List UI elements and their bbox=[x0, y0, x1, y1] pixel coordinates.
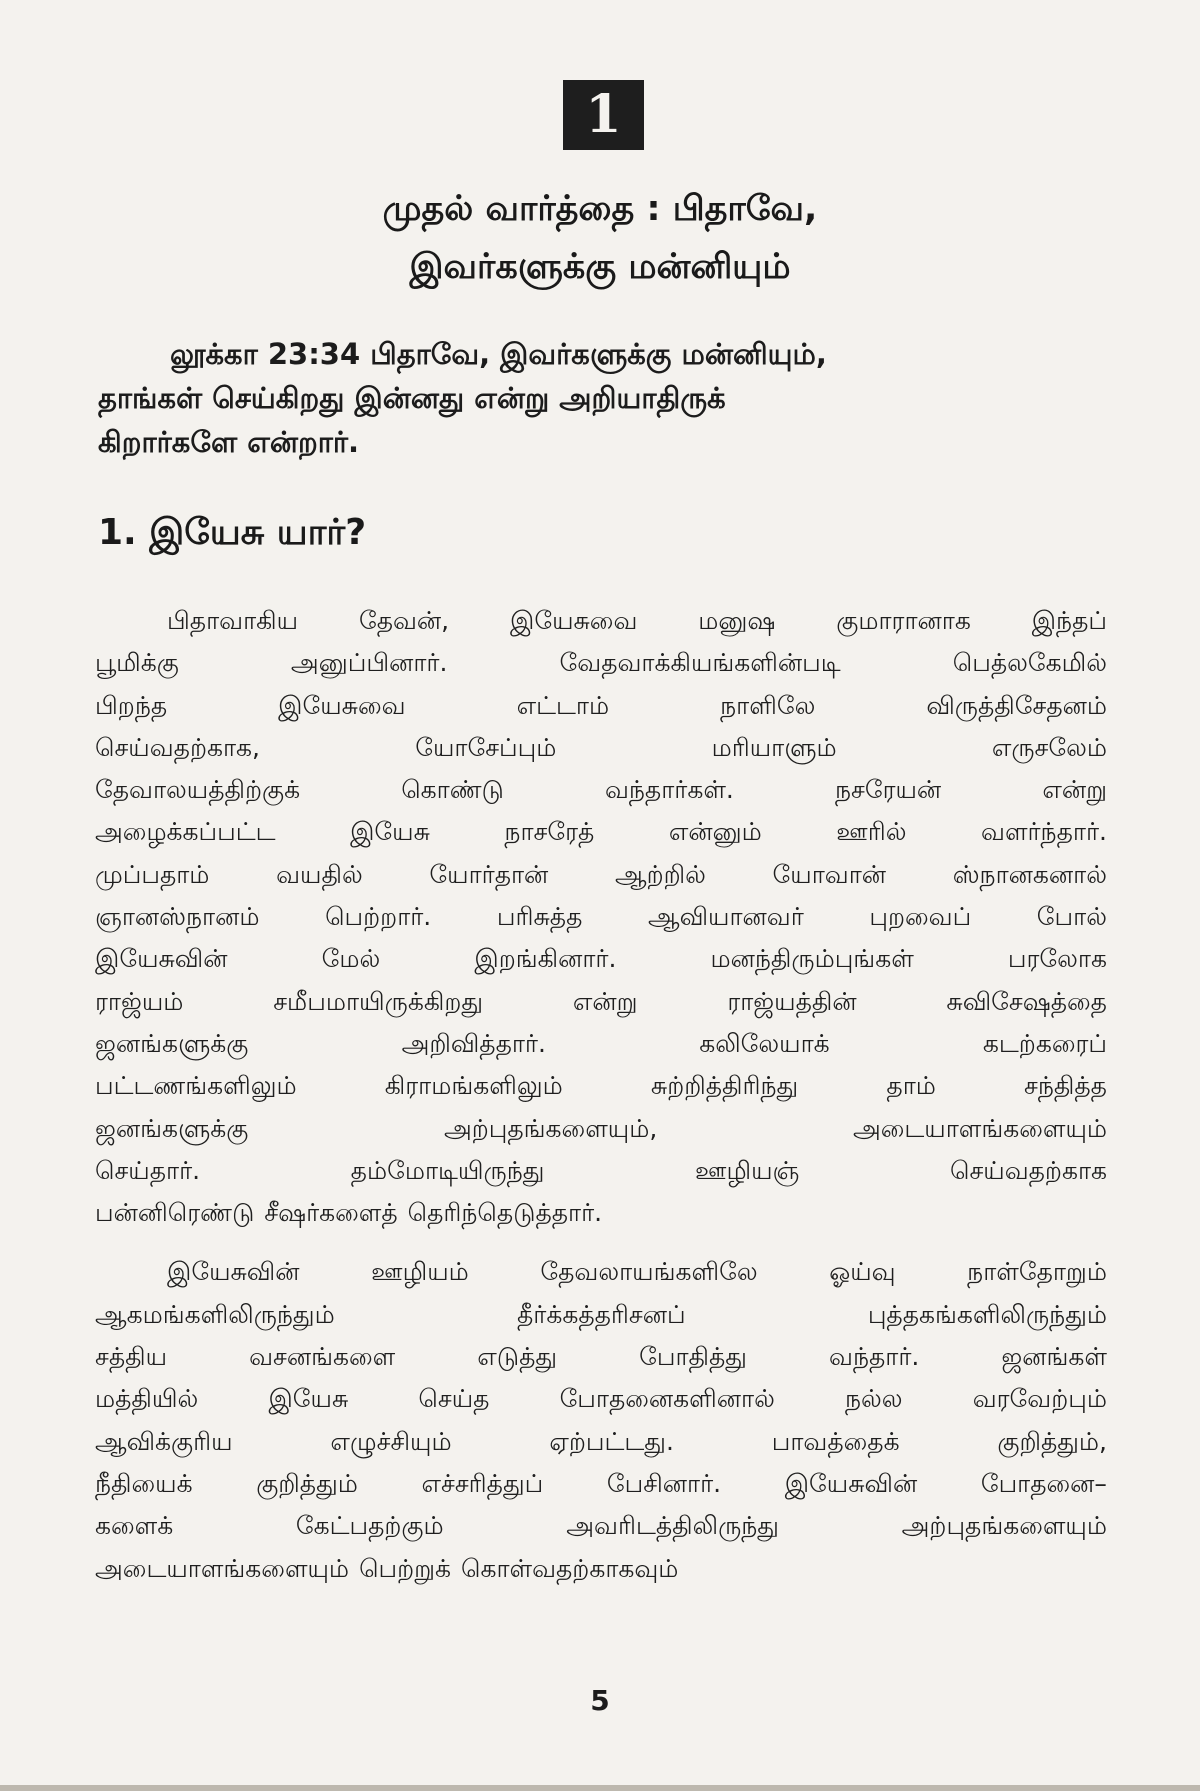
body-word: பாவத்தைக் bbox=[771, 1426, 900, 1456]
body-line bbox=[95, 1463, 1107, 1505]
body-word: நசரேயன் bbox=[834, 775, 942, 805]
chapter-title-line: இவர்களுக்கு மன்னியும் bbox=[409, 247, 791, 287]
body-word: நாளிலே bbox=[720, 690, 816, 720]
body-word: போதித்து bbox=[639, 1342, 747, 1372]
body-word: தாம் bbox=[886, 1071, 936, 1101]
verse-line: கிறார்களே என்றார். bbox=[98, 425, 360, 459]
body-word: மனுஷ bbox=[698, 606, 776, 635]
body-word: இயேசு bbox=[350, 817, 430, 847]
body-word: பெத்லகேமில் bbox=[952, 648, 1107, 678]
body-word: புறவைப் bbox=[869, 902, 972, 932]
body-word: எருசலேம் bbox=[991, 732, 1107, 762]
body-word: மத்தியில் bbox=[95, 1384, 199, 1414]
body-word: செய்த bbox=[418, 1384, 490, 1414]
body-word: யோர்தான் bbox=[429, 859, 549, 889]
body-word: போதனை– bbox=[980, 1468, 1107, 1498]
body-line bbox=[95, 1505, 1107, 1547]
body-line bbox=[95, 1065, 1107, 1107]
body-word: வேதவாக்கியங்களின்படி bbox=[559, 648, 841, 678]
body-word: சத்திய bbox=[95, 1342, 168, 1372]
body-word: வரவேற்பும் bbox=[972, 1384, 1107, 1414]
body-word: தீர்க்கத்தரிசனப் bbox=[516, 1299, 686, 1329]
body-word: பூமிக்கு bbox=[95, 648, 179, 678]
body-word: இயேசுவின் bbox=[167, 1257, 300, 1287]
body-paragraph bbox=[95, 600, 1107, 1234]
body-line bbox=[95, 685, 1107, 727]
body-word: வளர்ந்தார். bbox=[981, 817, 1107, 847]
body-word: ஆவியானவர் bbox=[647, 902, 804, 932]
body-word: ராஜ்யத்தின் bbox=[727, 986, 857, 1016]
body-paragraph bbox=[95, 1251, 1107, 1589]
body-line bbox=[95, 811, 1107, 853]
body-word: களைக் bbox=[95, 1511, 174, 1541]
body-word: குமாரானாக bbox=[836, 606, 971, 635]
body-word: ஏற்பட்டது. bbox=[549, 1426, 674, 1456]
body-word: அவரிடத்திலிருந்து bbox=[566, 1511, 779, 1541]
body-word: அழைக்கப்பட்ட bbox=[95, 817, 276, 847]
body-word: விருத்திசேதனம் bbox=[926, 690, 1107, 720]
body-line bbox=[95, 938, 1107, 980]
body-word: ஆகமங்களிலிருந்தும் bbox=[95, 1299, 335, 1329]
scripture-verse bbox=[98, 332, 1108, 464]
body-word: ஜனங்களுக்கு bbox=[95, 1028, 249, 1058]
body-word: புத்தகங்களிலிருந்தும் bbox=[867, 1299, 1107, 1329]
body-line bbox=[95, 1378, 1107, 1420]
body-line bbox=[95, 600, 1107, 642]
body-word: இறங்கினார். bbox=[474, 944, 617, 974]
body-word: இந்தப் bbox=[1031, 606, 1107, 635]
body-word: பேசினார். bbox=[606, 1468, 722, 1498]
body-word: ஊழியம் bbox=[371, 1257, 469, 1287]
body-line bbox=[95, 1421, 1107, 1463]
body-word: பெற்றார். bbox=[325, 902, 432, 932]
body-word: ஜனங்களுக்கு bbox=[95, 1113, 249, 1143]
body-word: வசனங்களை bbox=[249, 1342, 396, 1372]
body-line bbox=[95, 1548, 1107, 1590]
page-number: 5 bbox=[590, 1684, 610, 1717]
body-word: செய்வதற்காக bbox=[949, 1155, 1107, 1185]
body-word: குறித்தும், bbox=[997, 1426, 1107, 1456]
body-word: என்னும் bbox=[668, 817, 762, 847]
body-word: கடற்கரைப் bbox=[982, 1028, 1107, 1058]
body-word: எச்சரித்துப் bbox=[421, 1468, 544, 1498]
body-word: வந்தார்கள். bbox=[604, 775, 734, 805]
chapter-number-box bbox=[563, 80, 644, 150]
body-word: மேல் bbox=[321, 944, 381, 974]
body-word: நாசரேத் bbox=[504, 817, 595, 847]
body-word: போதனைகளினால் bbox=[559, 1384, 775, 1414]
body-word: ஞானஸ்நானம் bbox=[95, 902, 260, 932]
body-word: யோசேப்பும் bbox=[415, 732, 557, 762]
body-word: பட்டணங்களிலும் bbox=[95, 1071, 297, 1101]
body-word: கொள்வதற்காகவும் bbox=[461, 1553, 679, 1583]
body-word: ஆவிக்குரிய bbox=[95, 1426, 233, 1456]
body-word: வந்தார். bbox=[829, 1342, 920, 1372]
body-word: ஜனங்கள் bbox=[1001, 1342, 1107, 1372]
body-word: ராஜ்யம் bbox=[95, 986, 184, 1016]
body-word: குறித்தும் bbox=[256, 1468, 358, 1498]
body-word: பிறந்த bbox=[95, 690, 168, 720]
body-line bbox=[95, 1108, 1107, 1150]
body-word: அறிவித்தார். bbox=[401, 1028, 546, 1058]
body-word: சமீபமாயிருக்கிறது bbox=[273, 986, 484, 1016]
body-word: அடையாளங்களையும் bbox=[95, 1553, 350, 1583]
body-word: போல் bbox=[1036, 902, 1107, 932]
body-word: யோவான் bbox=[772, 859, 887, 889]
body-word: தேவலாயங்களிலே bbox=[540, 1257, 758, 1287]
body-word: தம்மோடியிருந்து bbox=[350, 1155, 545, 1185]
body-word: ஊழியஞ் bbox=[695, 1155, 800, 1185]
body-word: ஆற்றில் bbox=[614, 859, 706, 889]
body-word: நீதியைக் bbox=[95, 1468, 193, 1498]
body-word: ஊரில் bbox=[836, 817, 907, 847]
body-word: கேட்பதற்கும் bbox=[295, 1511, 444, 1541]
body-line bbox=[95, 1336, 1107, 1378]
body-word: சுற்றித்திரிந்து bbox=[650, 1071, 799, 1101]
body-line bbox=[95, 854, 1107, 896]
body-line bbox=[95, 727, 1107, 769]
body-word: அற்புதங்களையும், bbox=[443, 1113, 658, 1143]
body-word: நாள்தோறும் bbox=[967, 1257, 1107, 1287]
body-word: எட்டாம் bbox=[516, 690, 610, 720]
verse-line: தாங்கள் செய்கிறது இன்னது என்று அறியாதிருக் bbox=[98, 381, 726, 415]
body-word: ஓய்வு bbox=[829, 1257, 896, 1287]
body-word: வயதில் bbox=[276, 859, 363, 889]
body-word: அடையாளங்களையும் bbox=[852, 1113, 1107, 1143]
body-word: அனுப்பினார். bbox=[290, 648, 448, 678]
body-word: தேவாலயத்திற்குக் bbox=[95, 775, 301, 805]
body-line bbox=[95, 1192, 1107, 1234]
body-word: பன்னிரெண்டு bbox=[95, 1198, 255, 1228]
body-word: சந்தித்த bbox=[1024, 1071, 1107, 1101]
body-word: என்று bbox=[572, 986, 638, 1016]
body-word: எழுச்சியும் bbox=[330, 1426, 452, 1456]
body-text bbox=[95, 600, 1107, 1590]
body-word: நல்ல bbox=[845, 1384, 903, 1414]
body-word: பிதாவாகிய bbox=[167, 606, 299, 635]
body-line bbox=[95, 1294, 1107, 1336]
chapter-title bbox=[100, 180, 1100, 296]
body-word: மனந்திரும்புங்கள் bbox=[710, 944, 914, 974]
body-word: இயேசுவின் bbox=[784, 1468, 918, 1498]
chapter-number: 1 bbox=[585, 84, 622, 145]
verse-line: லூக்கா 23:34 பிதாவே, இவர்களுக்கு மன்னியும், bbox=[170, 337, 827, 371]
body-word: ஸ்நானகனால் bbox=[952, 859, 1107, 889]
body-word: இயேசுவை bbox=[278, 690, 406, 720]
body-word: கொண்டு bbox=[401, 775, 504, 805]
chapter-title-line: முதல் வார்த்தை : பிதாவே, bbox=[382, 189, 818, 229]
body-word: அற்புதங்களையும் bbox=[901, 1511, 1107, 1541]
body-word: செய்வதற்காக, bbox=[95, 732, 260, 762]
body-word: பெற்றுக் bbox=[359, 1553, 452, 1583]
section-heading: 1. இயேசு யார்? bbox=[98, 512, 367, 553]
body-word: செய்தார். bbox=[95, 1155, 201, 1185]
body-line bbox=[95, 642, 1107, 684]
body-line bbox=[95, 981, 1107, 1023]
body-word: என்று bbox=[1042, 775, 1107, 805]
body-word: தேவன், bbox=[358, 606, 450, 635]
body-word: பரலோக bbox=[1007, 944, 1107, 974]
body-word: முப்பதாம் bbox=[95, 859, 210, 889]
body-line bbox=[95, 896, 1107, 938]
body-word: மரியாளும் bbox=[711, 732, 837, 762]
body-line bbox=[95, 1251, 1107, 1293]
body-word: பரிசுத்த bbox=[496, 902, 583, 932]
body-word: இயேசு bbox=[268, 1384, 349, 1414]
body-line bbox=[95, 1150, 1107, 1192]
body-word: கிராமங்களிலும் bbox=[384, 1071, 563, 1101]
body-word: இயேசுவை bbox=[510, 606, 638, 635]
body-word: சுவிசேஷத்தை bbox=[946, 986, 1107, 1016]
page-edge-shadow bbox=[0, 1785, 1200, 1791]
body-word: தெரிந்தெடுத்தார். bbox=[407, 1198, 603, 1228]
body-word: கலிலேயாக் bbox=[699, 1028, 830, 1058]
body-word: இயேசுவின் bbox=[95, 944, 228, 974]
body-line bbox=[95, 1023, 1107, 1065]
body-line bbox=[95, 769, 1107, 811]
body-word: எடுத்து bbox=[477, 1342, 558, 1372]
body-word: சீஷர்களைத் bbox=[264, 1198, 398, 1228]
